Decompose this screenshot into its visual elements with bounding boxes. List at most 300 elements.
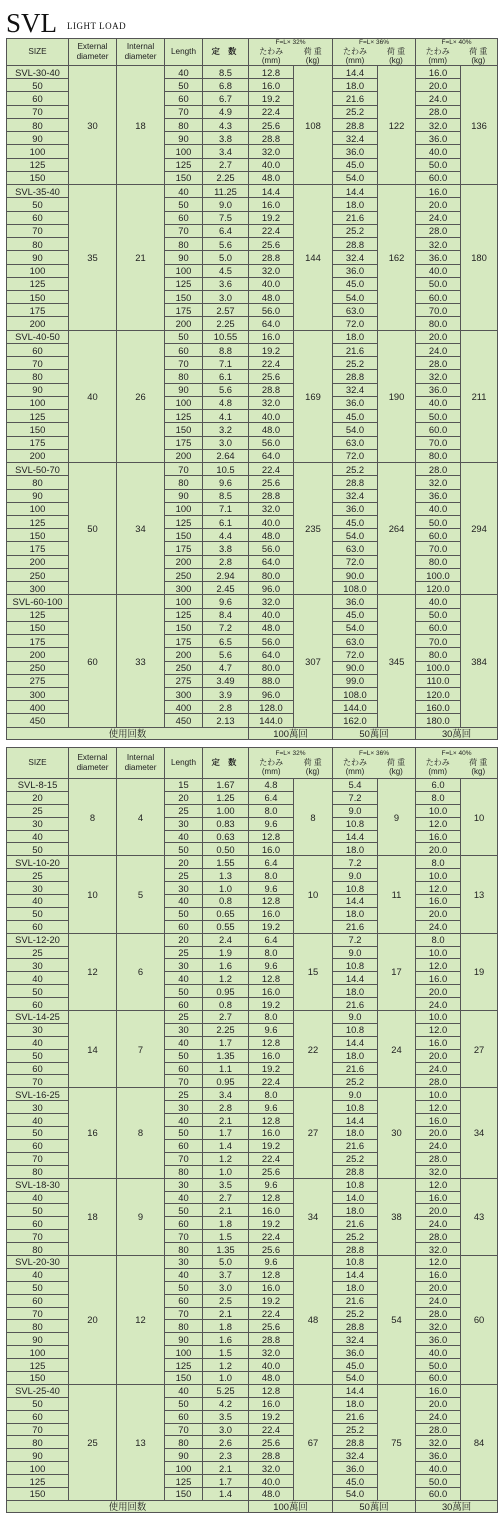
load-40: 10 xyxy=(461,779,498,856)
load-header-group xyxy=(416,39,497,65)
length: 125 xyxy=(165,1359,203,1372)
length: 90 xyxy=(165,489,203,502)
spring-constant: 1.8 xyxy=(203,1320,249,1333)
deflection-40: 20.0 xyxy=(416,1281,461,1294)
model-name: SVL-10-20 xyxy=(7,856,69,869)
deflection-32: 25.6 xyxy=(249,370,294,383)
header-load-f36 xyxy=(333,748,416,779)
usage-cycles-36: 50萬回 xyxy=(333,1500,416,1512)
load-header-group xyxy=(249,39,332,65)
deflection-32: 22.4 xyxy=(249,1423,294,1436)
deflection-40: 60.0 xyxy=(416,529,461,542)
deflection-40: 24.0 xyxy=(416,1410,461,1423)
deflection-40: 20.0 xyxy=(416,330,461,343)
deflection-40: 36.0 xyxy=(416,132,461,145)
deflection-36: 21.6 xyxy=(333,211,378,224)
deflection-32: 19.2 xyxy=(249,343,294,356)
deflection-36: 25.2 xyxy=(333,463,378,476)
deflection-32: 32.0 xyxy=(249,502,294,515)
deflection-40: 24.0 xyxy=(416,343,461,356)
deflection-32: 25.6 xyxy=(249,1243,294,1256)
spring-constant: 5.6 xyxy=(203,383,249,396)
deflection-label xyxy=(259,758,283,776)
deflection-32: 48.0 xyxy=(249,529,294,542)
header-size: SIZE xyxy=(7,748,69,779)
length: 70 xyxy=(165,357,203,370)
deflection-32: 12.8 xyxy=(249,830,294,843)
deflection-40: 28.0 xyxy=(416,1152,461,1165)
length: 80 xyxy=(165,1320,203,1333)
deflection-32: 128.0 xyxy=(249,701,294,714)
model-name: SVL-16-25 xyxy=(7,1088,69,1101)
size-length: 50 xyxy=(7,1397,69,1410)
spring-constant: 2.3 xyxy=(203,1449,249,1462)
internal-diameter: 21 xyxy=(117,185,165,331)
deflection-40: 20.0 xyxy=(416,79,461,92)
load-36: 345 xyxy=(378,595,416,727)
deflection-32: 8.0 xyxy=(249,1088,294,1101)
length: 20 xyxy=(165,933,203,946)
size-length: 175 xyxy=(7,635,69,648)
load-header-group xyxy=(249,750,332,776)
length: 80 xyxy=(165,1165,203,1178)
deflection-40: 28.0 xyxy=(416,1075,461,1088)
deflection-32: 9.6 xyxy=(249,817,294,830)
spring-constant: 2.94 xyxy=(203,568,249,581)
load-title: 荷 重 xyxy=(469,47,488,56)
header-external-diameter: External diameter xyxy=(69,748,117,779)
length: 60 xyxy=(165,211,203,224)
model-name: SVL-20-30 xyxy=(7,1255,69,1268)
deflection-36: 63.0 xyxy=(333,304,378,317)
deflection-36: 32.4 xyxy=(333,489,378,502)
load-36: 24 xyxy=(378,1011,416,1088)
size-length: 30 xyxy=(7,959,69,972)
spring-constant: 1.5 xyxy=(203,1230,249,1243)
spring-constant: 0.50 xyxy=(203,843,249,856)
load-title: 荷 重 xyxy=(303,758,322,767)
size-length: 50 xyxy=(7,79,69,92)
usage-cycles-36: 50萬回 xyxy=(333,727,416,739)
length: 40 xyxy=(165,972,203,985)
usage-cycles-row xyxy=(7,1500,498,1512)
length: 30 xyxy=(165,1255,203,1268)
load-title: 荷 重 xyxy=(386,47,406,56)
spring-constant: 2.13 xyxy=(203,714,249,727)
table-row xyxy=(7,463,498,476)
length: 25 xyxy=(165,1011,203,1024)
deflection-32: 19.2 xyxy=(249,1139,294,1152)
size-length: 50 xyxy=(7,1204,69,1217)
deflection-36: 90.0 xyxy=(333,568,378,581)
deflection-unit: (mm) xyxy=(428,767,448,776)
deflection-40: 50.0 xyxy=(416,277,461,290)
size-length: 250 xyxy=(7,568,69,581)
deflection-40: 28.0 xyxy=(416,357,461,370)
header-internal-diameter: Internal diameter xyxy=(117,748,165,779)
deflection-36: 25.2 xyxy=(333,1230,378,1243)
table-header-row xyxy=(7,748,498,779)
size-length: 70 xyxy=(7,1423,69,1436)
size-length: 50 xyxy=(7,1127,69,1140)
deflection-40: 40.0 xyxy=(416,145,461,158)
length: 25 xyxy=(165,804,203,817)
length: 70 xyxy=(165,1307,203,1320)
load-36: 9 xyxy=(378,779,416,856)
size-length: 50 xyxy=(7,198,69,211)
spring-constant: 2.4 xyxy=(203,933,249,946)
deflection-36: 21.6 xyxy=(333,920,378,933)
deflection-32: 28.8 xyxy=(249,1449,294,1462)
deflection-32: 96.0 xyxy=(249,582,294,595)
deflection-40: 60.0 xyxy=(416,171,461,184)
deflection-32: 88.0 xyxy=(249,674,294,687)
spring-constant: 3.5 xyxy=(203,1178,249,1191)
size-length: 100 xyxy=(7,145,69,158)
deflection-40: 20.0 xyxy=(416,1049,461,1062)
deflection-32: 80.0 xyxy=(249,661,294,674)
deflection-40: 32.0 xyxy=(416,1165,461,1178)
deflection-36: 14.4 xyxy=(333,185,378,198)
length: 50 xyxy=(165,907,203,920)
header-length: Length xyxy=(165,39,203,66)
length: 150 xyxy=(165,529,203,542)
header-load-f32 xyxy=(249,39,333,66)
load-label xyxy=(387,758,405,776)
deflection-32: 16.0 xyxy=(249,1127,294,1140)
length: 30 xyxy=(165,1101,203,1114)
deflection-40: 12.0 xyxy=(416,1255,461,1268)
spring-constant: 3.6 xyxy=(203,277,249,290)
deflection-40: 32.0 xyxy=(416,1436,461,1449)
load-label xyxy=(387,47,405,65)
deflection-36: 14.4 xyxy=(333,1384,378,1397)
usage-cycles-40: 30萬回 xyxy=(416,1500,498,1512)
spring-constant: 2.5 xyxy=(203,1294,249,1307)
deflection-32: 9.6 xyxy=(249,882,294,895)
size-length: 80 xyxy=(7,1165,69,1178)
deflection-32: 16.0 xyxy=(249,1049,294,1062)
deflection-32: 22.4 xyxy=(249,357,294,370)
deflection-40: 60.0 xyxy=(416,423,461,436)
deflection-36: 54.0 xyxy=(333,423,378,436)
length: 30 xyxy=(165,1178,203,1191)
spring-constant: 5.0 xyxy=(203,251,249,264)
size-length: 100 xyxy=(7,396,69,409)
deflection-title: たわみ xyxy=(259,758,284,767)
deflection-32: 16.0 xyxy=(249,985,294,998)
load-36: 38 xyxy=(378,1178,416,1255)
table-row xyxy=(7,933,498,946)
length: 125 xyxy=(165,1475,203,1488)
deflection-40: 60.0 xyxy=(416,290,461,303)
table-row xyxy=(7,1384,498,1397)
size-length: 70 xyxy=(7,1075,69,1088)
deflection-32: 8.0 xyxy=(249,804,294,817)
deflection-32: 16.0 xyxy=(249,198,294,211)
length: 100 xyxy=(165,1462,203,1475)
deflection-32: 48.0 xyxy=(249,423,294,436)
deflection-32: 16.0 xyxy=(249,1204,294,1217)
deflection-36: 45.0 xyxy=(333,277,378,290)
deflection-40: 20.0 xyxy=(416,907,461,920)
length: 150 xyxy=(165,1371,203,1384)
size-length: 50 xyxy=(7,843,69,856)
size-length: 175 xyxy=(7,436,69,449)
deflection-40: 160.0 xyxy=(416,701,461,714)
size-length: 60 xyxy=(7,1294,69,1307)
length: 50 xyxy=(165,1049,203,1062)
spring-constant: 1.2 xyxy=(203,1152,249,1165)
deflection-36: 14.4 xyxy=(333,1036,378,1049)
deflection-36: 28.8 xyxy=(333,1436,378,1449)
length: 30 xyxy=(165,882,203,895)
load-40: 384 xyxy=(461,595,498,727)
load-32: 48 xyxy=(294,1255,333,1384)
size-length: 100 xyxy=(7,1346,69,1359)
deflection-40: 70.0 xyxy=(416,304,461,317)
deflection-36: 10.8 xyxy=(333,1178,378,1191)
deflection-unit: (mm) xyxy=(261,56,281,65)
size-length: 150 xyxy=(7,621,69,634)
spring-constant: 8.8 xyxy=(203,343,249,356)
deflection-36: 72.0 xyxy=(333,648,378,661)
deflection-40: 28.0 xyxy=(416,224,461,237)
length: 60 xyxy=(165,1294,203,1307)
size-length: 150 xyxy=(7,290,69,303)
length: 50 xyxy=(165,1127,203,1140)
spring-constant: 0.95 xyxy=(203,985,249,998)
size-length: 70 xyxy=(7,105,69,118)
load-36: 75 xyxy=(378,1384,416,1500)
size-length: 50 xyxy=(7,907,69,920)
deflection-40: 70.0 xyxy=(416,635,461,648)
deflection-32: 48.0 xyxy=(249,171,294,184)
length: 40 xyxy=(165,830,203,843)
deflection-36: 7.2 xyxy=(333,791,378,804)
size-length: 60 xyxy=(7,920,69,933)
length: 25 xyxy=(165,1088,203,1101)
deflection-36: 63.0 xyxy=(333,635,378,648)
internal-diameter: 33 xyxy=(117,595,165,727)
deflection-36: 21.6 xyxy=(333,1217,378,1230)
size-length: 275 xyxy=(7,674,69,687)
length: 60 xyxy=(165,343,203,356)
deflection-40: 32.0 xyxy=(416,1320,461,1333)
length: 90 xyxy=(165,383,203,396)
load-36: 190 xyxy=(378,330,416,462)
load-unit: (kg) xyxy=(389,767,403,776)
length: 25 xyxy=(165,869,203,882)
length: 80 xyxy=(165,118,203,131)
size-length: 400 xyxy=(7,701,69,714)
spring-constant: 3.4 xyxy=(203,1088,249,1101)
size-length: 150 xyxy=(7,171,69,184)
deflection-32: 32.0 xyxy=(249,1462,294,1475)
header-load-f36 xyxy=(333,39,416,66)
model-name: SVL-8-15 xyxy=(7,779,69,792)
external-diameter: 30 xyxy=(69,66,117,185)
length: 80 xyxy=(165,476,203,489)
deflection-36: 18.0 xyxy=(333,843,378,856)
length: 200 xyxy=(165,449,203,462)
deflection-36: 14.4 xyxy=(333,895,378,908)
deflection-40: 12.0 xyxy=(416,959,461,972)
deflection-40: 28.0 xyxy=(416,1230,461,1243)
deflection-title: たわみ xyxy=(425,47,450,56)
spring-constant: 2.8 xyxy=(203,555,249,568)
deflection-32: 16.0 xyxy=(249,1397,294,1410)
size-length: 60 xyxy=(7,92,69,105)
spec-table-small xyxy=(6,747,498,1513)
load-36: 54 xyxy=(378,1255,416,1384)
deflection-32: 6.4 xyxy=(249,933,294,946)
deflection-40: 32.0 xyxy=(416,118,461,131)
load-title: 荷 重 xyxy=(469,758,488,767)
deflection-36: 10.8 xyxy=(333,1023,378,1036)
spring-constant: 4.2 xyxy=(203,1397,249,1410)
deflection-36: 108.0 xyxy=(333,688,378,701)
deflection-36: 72.0 xyxy=(333,317,378,330)
length: 150 xyxy=(165,1487,203,1500)
load-32: 235 xyxy=(294,463,333,595)
deflection-36: 32.4 xyxy=(333,132,378,145)
load-40: 19 xyxy=(461,933,498,1010)
deflection-40: 40.0 xyxy=(416,396,461,409)
model-name: SVL-18-30 xyxy=(7,1178,69,1191)
deflection-32: 4.8 xyxy=(249,779,294,792)
deflection-40: 40.0 xyxy=(416,264,461,277)
deflection-36: 10.8 xyxy=(333,817,378,830)
deflection-32: 64.0 xyxy=(249,648,294,661)
spring-constant: 1.67 xyxy=(203,779,249,792)
deflection-32: 9.6 xyxy=(249,1255,294,1268)
spring-constant: 3.7 xyxy=(203,1268,249,1281)
spring-constant: 1.3 xyxy=(203,869,249,882)
load-header-group xyxy=(416,750,497,776)
length: 100 xyxy=(165,264,203,277)
spring-constant: 2.25 xyxy=(203,1023,249,1036)
deflection-36: 25.2 xyxy=(333,1423,378,1436)
deflection-40: 50.0 xyxy=(416,608,461,621)
deflection-32: 19.2 xyxy=(249,998,294,1011)
spring-constant: 0.8 xyxy=(203,998,249,1011)
deflection-32: 14.4 xyxy=(249,185,294,198)
length: 60 xyxy=(165,1217,203,1230)
page-title: SVL xyxy=(6,8,58,38)
deflection-32: 32.0 xyxy=(249,145,294,158)
size-length: 60 xyxy=(7,343,69,356)
deflection-40: 10.0 xyxy=(416,869,461,882)
spring-constant: 7.1 xyxy=(203,502,249,515)
size-length: 125 xyxy=(7,410,69,423)
deflection-32: 40.0 xyxy=(249,277,294,290)
size-length: 150 xyxy=(7,1371,69,1384)
spring-constant: 3.49 xyxy=(203,674,249,687)
length: 150 xyxy=(165,171,203,184)
size-length: 30 xyxy=(7,882,69,895)
load-36: 17 xyxy=(378,933,416,1010)
usage-cycles-row xyxy=(7,727,498,739)
size-length: 80 xyxy=(7,476,69,489)
deflection-40: 24.0 xyxy=(416,1062,461,1075)
load-subheaders xyxy=(416,758,497,776)
deflection-40: 180.0 xyxy=(416,714,461,727)
spring-constant: 2.6 xyxy=(203,1436,249,1449)
deflection-36: 21.6 xyxy=(333,343,378,356)
length: 100 xyxy=(165,145,203,158)
external-diameter: 12 xyxy=(69,933,117,1010)
deflection-32: 40.0 xyxy=(249,1359,294,1372)
deflection-32: 22.4 xyxy=(249,105,294,118)
deflection-40: 16.0 xyxy=(416,972,461,985)
spring-constant: 1.2 xyxy=(203,1359,249,1372)
deflection-40: 24.0 xyxy=(416,998,461,1011)
deflection-36: 54.0 xyxy=(333,529,378,542)
deflection-36: 21.6 xyxy=(333,1410,378,1423)
deflection-32: 12.8 xyxy=(249,1191,294,1204)
internal-diameter: 12 xyxy=(117,1255,165,1384)
deflection-36: 54.0 xyxy=(333,290,378,303)
length: 50 xyxy=(165,1204,203,1217)
deflection-40: 10.0 xyxy=(416,804,461,817)
deflection-36: 9.0 xyxy=(333,1088,378,1101)
deflection-36: 45.0 xyxy=(333,515,378,528)
size-length: 60 xyxy=(7,1217,69,1230)
deflection-36: 25.2 xyxy=(333,357,378,370)
deflection-32: 64.0 xyxy=(249,555,294,568)
usage-cycles-label: 使用回数 xyxy=(7,727,249,739)
length: 70 xyxy=(165,1230,203,1243)
size-length: 80 xyxy=(7,1320,69,1333)
deflection-40: 6.0 xyxy=(416,779,461,792)
spring-constant: 1.4 xyxy=(203,1487,249,1500)
deflection-40: 24.0 xyxy=(416,211,461,224)
size-length: 25 xyxy=(7,804,69,817)
deflection-40: 50.0 xyxy=(416,1475,461,1488)
load-36: 162 xyxy=(378,185,416,331)
deflection-32: 9.6 xyxy=(249,1178,294,1191)
model-name: SVL-35-40 xyxy=(7,185,69,198)
deflection-32: 25.6 xyxy=(249,1320,294,1333)
deflection-32: 12.8 xyxy=(249,1384,294,1397)
load-36: 122 xyxy=(378,66,416,185)
length: 40 xyxy=(165,1036,203,1049)
page-subtitle: LIGHT LOAD xyxy=(67,21,127,31)
deflection-title: たわみ xyxy=(259,47,284,56)
length: 40 xyxy=(165,895,203,908)
length: 70 xyxy=(165,463,203,476)
header-load-f32 xyxy=(249,748,333,779)
deflection-36: 45.0 xyxy=(333,608,378,621)
spring-constant: 5.0 xyxy=(203,1255,249,1268)
size-length: 80 xyxy=(7,238,69,251)
deflection-32: 48.0 xyxy=(249,1371,294,1384)
deflection-32: 32.0 xyxy=(249,595,294,608)
load-ratio-label: F=L× 36% xyxy=(359,39,390,46)
size-length: 40 xyxy=(7,830,69,843)
load-32: 8 xyxy=(294,779,333,856)
spring-constant: 3.0 xyxy=(203,1281,249,1294)
load-ratio-label: F=L× 32% xyxy=(275,750,306,757)
deflection-40: 70.0 xyxy=(416,436,461,449)
deflection-36: 10.8 xyxy=(333,882,378,895)
spring-constant: 8.5 xyxy=(203,489,249,502)
size-length: 70 xyxy=(7,357,69,370)
deflection-40: 20.0 xyxy=(416,985,461,998)
deflection-32: 8.0 xyxy=(249,946,294,959)
deflection-36: 28.8 xyxy=(333,238,378,251)
